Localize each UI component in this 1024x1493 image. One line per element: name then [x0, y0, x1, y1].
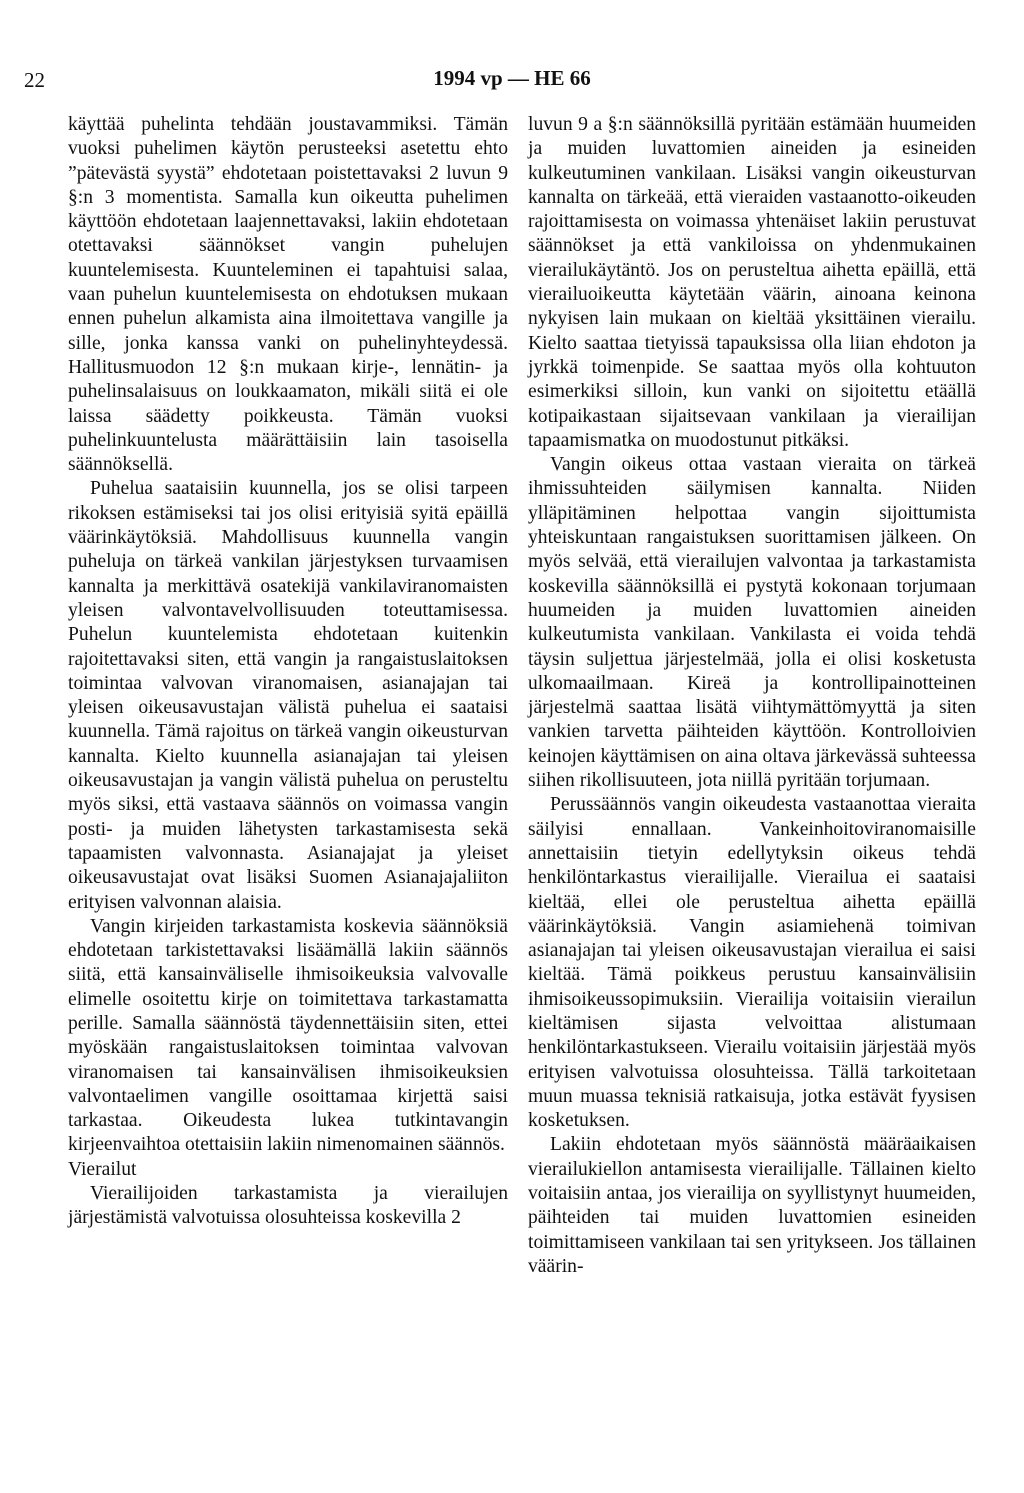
page-header — [0, 62, 1024, 92]
paragraph: Lakiin ehdotetaan myös säännöstä määräaikaisen vierailukiellon antamisesta vierailijalle. Tällainen kielto voitaisiin antaa, jos vierailija on syyllistynyt huumeiden, päihteiden tai muiden luvattomien esineiden toimittamiseen vankilaan tai sen yritykseen. Jos tällainen väärin- — [528, 1134, 976, 1277]
paragraph: luvun 9 a §:n säännöksillä pyritään estämään huumeiden ja muiden luvattomien aineiden ja esineiden kulkeutuminen vankilaan. Lisäksi vangin oikeusturvan kannalta on tärkeää, että vieraiden vastaanotto-oikeuden rajoittamisesta on voimassa yhtenäiset lakiin perustuvat säännökset ja että vankiloissa on yhdenmukainen vierailukäytäntö. Jos on perusteltua aihetta epäillä, että vierailuoikeutta käytetään väärin, ainoana keinona nykyisen lain mukaan on kieltää yksittäinen vierailu. Kielto saattaa tietyissä tapauksissa olla liian ehdoton ja jyrkkä toimenpide. Se saattaa myös olla kohtuuton esimerkiksi silloin, kun vanki on sijoitettu etäällä kotipaikastaan sijaitsevaan vankilaan ja vierailijan tapaamismatka on muodostunut pitkäksi. — [528, 114, 976, 451]
paragraph: Vangin kirjeiden tarkastamista koskevia säännöksiä ehdotetaan tarkistettavaksi lisäämällä lakiin säännös siitä, että kansainväliselle ihmisoikeuksia valvovalle elimelle osoitettu kirje on toimitettava tarkastamatta perille. Samalla säännöstä täydennettäisiin siten, ettei myöskään rangaistuslaitoksen toimintaa valvovan viranomaisen tai kansainvälisen ihmisoikeuksien valvontaelimen vangille osoittamaa kirjettä saisi tarkastaa. Oikeudesta lukea tutkintavangin kirjeenvaihtoa otettaisiin lakiin nimenomainen säännös. — [68, 915, 508, 1156]
left-column — [68, 113, 508, 1231]
paragraph: Vangin oikeus ottaa vastaan vieraita on tärkeä ihmissuhteiden säilymisen kannalta. Niiden ylläpitäminen helpottaa vangin sijoittumista yhteiskuntaan rangaistuksen suorittamisen jälkeen. On myös selvää, että vierailujen valvontaa ja tarkastamista koskevilla säännöksillä ei pystytä kokonaan torjumaan huumeiden ja muiden luvattomien aineiden kulkeutumista vankilaan. Vankilasta ei voida tehdä täysin suljettua järjestelmää, jolla ei olisi kosketusta ulkomaailmaan. Kireä ja kontrollipainotteinen järjestelmä saattaa lisätä viihtymättömyyttä ja siten vankien tarvetta päihteiden käyttöön. Kontrolloivien keinojen käyttämisen on aina oltava järkevässä suhteessa siihen rikollisuuteen, jota niillä pyritään torjumaan. — [528, 454, 976, 792]
paragraph: käyttää puhelinta tehdään joustavammiksi. Tämän vuoksi puhelimen käytön perusteeksi asetettu ehto ”pätevästä syystä” ehdotetaan poistettavaksi 2 luvun 9 §:n 3 momentista. Samalla kun oikeutta puhelimen käyttöön ehdotetaan laajennettavaksi, lakiin ehdotetaan otettavaksi säännökset vangin puhelujen kuuntelemisesta. Kuunteleminen ei tapahtuisi salaa, vaan puhelun kuuntelemisesta on ehdotuksen mukaan ennen puhelun alkamista aina ilmoitettava vangille ja sille, jonka kanssa vanki on puhelinyhteydessä. Hallitusmuodon 12 §:n mukaan kirje-, lennätin- ja puhelinsalaisuus on loukkaamaton, mikäli siitä ei ole laissa säädetty poikkeusta. Tämän vuoksi puhelinkuuntelusta määrättäisiin lain tasoisella säännöksellä. — [68, 114, 508, 476]
paragraph: Perussäännös vangin oikeudesta vastaanottaa vieraita säilyisi ennallaan. Vankeinhoitoviranomaisille annettaisiin tietyin edellytyksin oikeus tehdä henkilöntarkastus vierailijalle. Vierailua ei saataisi kieltää, ellei ole perusteltua aihetta epäillä väärinkäytöksiä. Vangin asiamiehenä toimivan asianajajan tai yleisen oikeusavustajan vierailua ei saisi kieltää. Tämä poikkeus perustuu kansainvälisiin ihmisoikeussopimuksiin. Vierailija voitaisiin vierailun kieltämisen sijasta velvoittaa alistumaan henkilöntarkastukseen. Vierailu voitaisiin järjestää myös erityisen valvotuissa olosuhteissa. Tällä tarkoitetaan muun muassa teknisiä ratkaisuja, jotka estävät fyysisen kosketuksen. — [528, 794, 976, 1132]
page-number: 22 — [24, 68, 45, 92]
paragraph: Vierailijoiden tarkastamista ja vierailujen järjestämistä valvotuissa olosuhteissa koskevilla 2 — [68, 1183, 508, 1229]
running-head: 1994 vp — HE 66 — [433, 66, 591, 90]
right-column — [528, 113, 976, 1279]
section-heading: Vierailut — [68, 1158, 137, 1180]
paragraph: Puhelua saataisiin kuunnella, jos se olisi tarpeen rikoksen estämiseksi tai jos olisi erityisiä syitä epäillä väärinkäytöksiä. Mahdollisuus kuunnella vangin puheluja on tärkeä vankilan järjestyksen turvaamisen kannalta ja merkittävä osatekijä vankilaviranomaisten yleisen valvontavelvollisuuden toteuttamisessa. Puhelun kuuntelemista ehdotetaan kuitenkin rajoitettavaksi siten, että vangin ja rangaistuslaitoksen toimintaa valvovan viranomaisen, asianajajan tai yleisen oikeusavustajan välistä puhelua ei saataisi kuunnella. Tämä rajoitus on tärkeä vangin oikeusturvan kannalta. Kielto kuunnella asianajajan tai yleisen oikeusavustajan ja vangin välistä puhelua on perusteltu myös siksi, että vastaava säännös on voimassa vangin posti- ja muiden lähetysten tarkastamisesta sekä tapaamisten valvonnasta. Asianajajat ja yleiset oikeusavustajat ovat lisäksi Suomen Asianajajaliiton erityisen valvonnan alaisia. — [68, 478, 508, 913]
